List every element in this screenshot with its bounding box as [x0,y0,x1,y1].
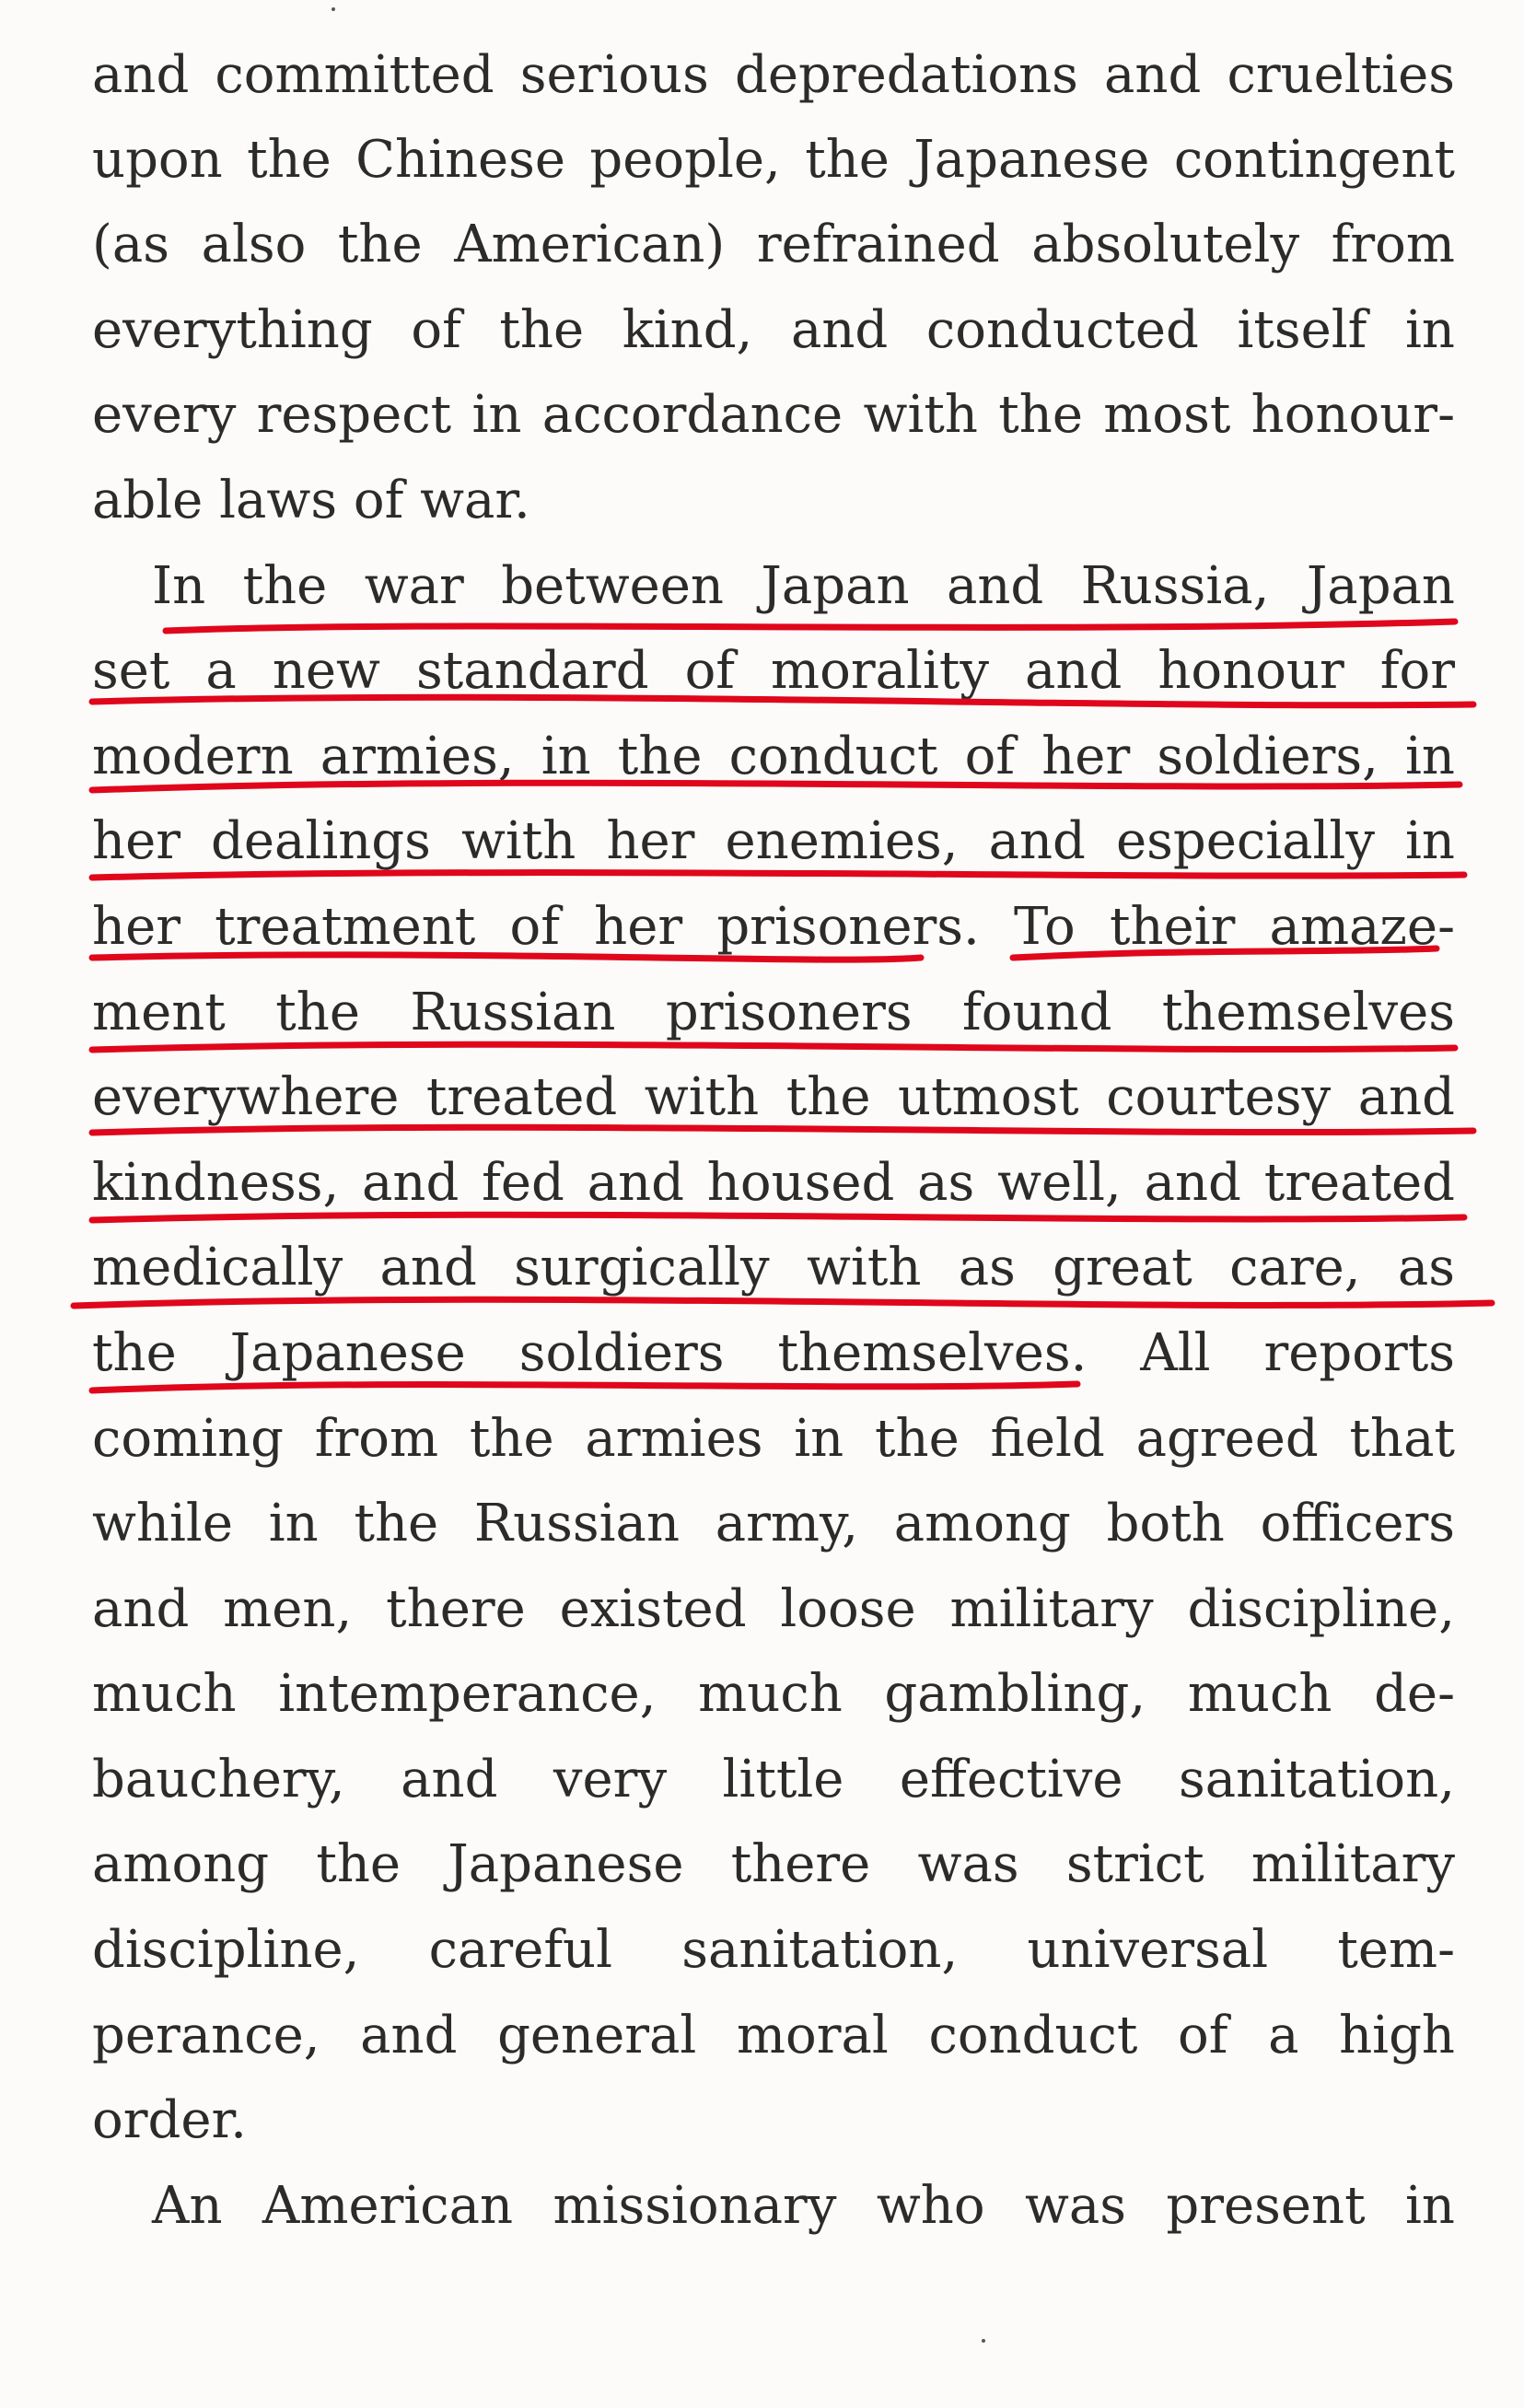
text-line: ment the Russian prisoners found themselves [92,983,1455,1042]
text-line: kindness, and fed and housed as well, and treated [92,1153,1455,1213]
text-line: set a new standard of morality and honour for [92,641,1455,701]
text-line: the Japanese soldiers themselves. All reports [92,1323,1455,1383]
text-line: everything of the kind, and conducted itself in [92,300,1455,360]
text-line: bauchery, and very little effective sanitation, [92,1750,1455,1809]
print-speck [332,7,335,11]
red-underline [166,622,1455,631]
text-line: everywhere treated with the utmost courtesy and [92,1067,1455,1127]
text-line: and men, there existed loose military discipline, [92,1579,1455,1639]
text-line: coming from the armies in the field agreed that [92,1409,1455,1469]
text-line: much intemperance, much gambling, much de- [92,1664,1455,1724]
text-line: every respect in accordance with the most honour- [92,385,1455,445]
text-line: while in the Russian army, among both officers [92,1494,1455,1553]
text-line: perance, and general moral conduct of a high [92,2006,1455,2065]
text-line: An American missionary who was present in [152,2176,1455,2236]
text-line: among the Japanese there was strict military [92,1834,1455,1894]
text-line: medically and surgically with as great care, as [92,1238,1455,1297]
text-line: (as also the American) refrained absolutely from [92,215,1455,274]
text-line: her dealings with her enemies, and especially in [92,811,1455,871]
text-line: order. [92,2090,247,2150]
text-line: modern armies, in the conduct of her soldiers, in [92,727,1455,786]
text-line: able laws of war. [92,471,530,530]
text-line: and committed serious depredations and cruelties [92,45,1455,105]
text-line: upon the Chinese people, the Japanese contingent [92,130,1455,190]
text-line: her treatment of her prisoners. To their amaze- [92,897,1455,957]
text-line: discipline, careful sanitation, universal tem- [92,1920,1455,1980]
text-line: In the war between Japan and Russia, Japan [152,556,1455,616]
print-speck [982,2339,985,2343]
